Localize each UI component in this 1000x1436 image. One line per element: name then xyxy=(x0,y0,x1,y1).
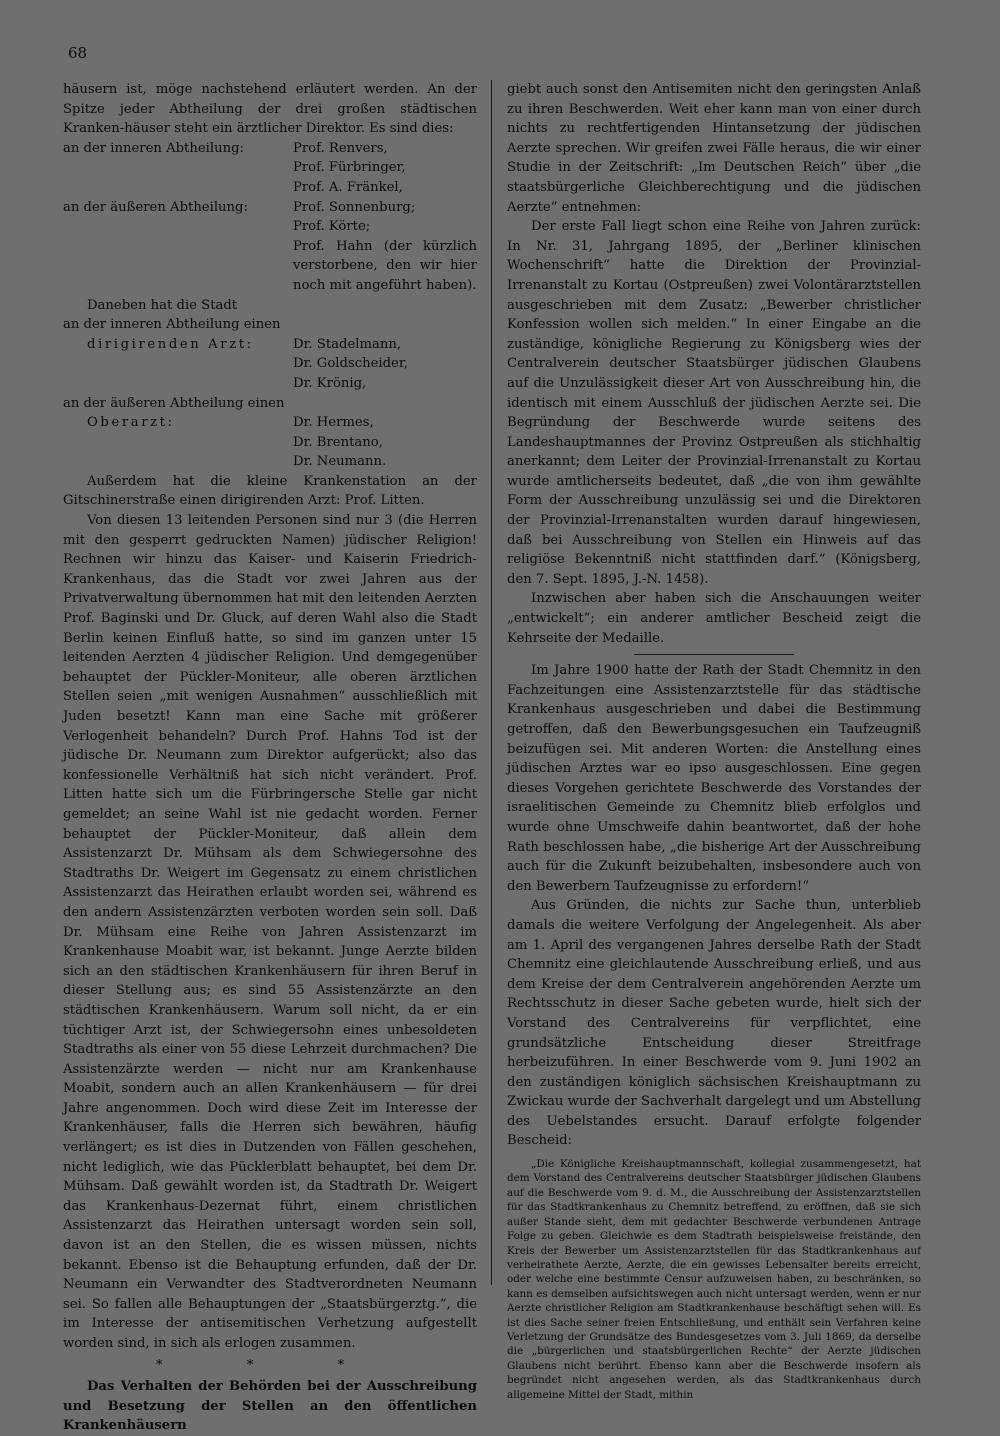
right-column xyxy=(507,80,921,1402)
director-name: Prof. Hahn (der kürzlich verstorbene, den wir hier noch mit angeführt haben). xyxy=(293,238,477,293)
outer-name-2: Dr. Brentano, xyxy=(293,434,383,450)
director-dept xyxy=(63,217,293,237)
official-decision-quote: „Die Königliche Kreishauptmannschaft, kollegial zusammengesetzt, hat dem Vorstand des Centralvereins deutscher Staatsbürger jüdischen Glaubens auf die Beschwerde vom 9. d. M., die Ausschreibung der Assistenzarztstellen für das Stadtkrankenhaus zu Chemnitz betreffend, zu eröffnen, daß sie sich außer Stande sieht, dem mit gedachter Beschwerde verbundenen Antrage Folge zu geben. Gleichwie es dem Stadtrath beispielsweise freistände, den Kreis der Bewerber um Assistenzarztstellen für das Stadtkrankenhaus auf verheirathete Aerzte, Aerzte, die ein gewisses Lebensalter bereits erreicht, oder welche eine bestimmte Censur aufzuweisen haben, zu beschränken, so kann es demselben aufsichtswegen auch nicht untersagt werden, wenn er nur Aerzte christlicher Religion am Stadtkrankenhause beschäftigt sehen will. Es ist dies Sache seiner freien Entschließung, und enthält sein Verfahren keine Verletzung der Grundsätze des Bundesgesetzes vom 3. Juli 1869, da derselbe die „bürgerlichen und staatsbürgerlichen Rechte“ der Aerzte jüdischen Glaubens nicht berührt. Ebenso kann aber die Beschwerde insofern als begründet nicht angesehen werden, als das Stadtkrankenhaus durch allgemeine Mittel der Stadt, mithin xyxy=(507,1158,921,1401)
inner-name-1: Dr. Stadelmann, xyxy=(293,336,402,352)
outer-role: Oberarzt: xyxy=(87,415,175,431)
inner-doctors-list xyxy=(63,315,477,393)
section-heading: Das Verhalten der Behörden bei der Ausschreibung und Besetzung der Stellen an den öffentlichen Krankenhäusern xyxy=(63,1379,477,1434)
outer-name-1: Dr. Hermes, xyxy=(293,415,374,431)
outer-name-3: Dr. Neumann. xyxy=(293,454,387,470)
director-name: Prof. Sonnenburg; xyxy=(293,199,416,215)
right-paragraph-5: Aus Gründen, die nichts zur Sache thun, unterblieb damals die weitere Verfolgung der Angelegenheit. Als aber am 1. April des vergangenen Jahres derselbe Rath der Stadt Chemnitz eine gleichlautende Ausschreibung erließ, und aus dem Kreise der dem Centralverein angehörenden Aerzte um Rechtsschutz in dieser Sache gebeten wurde, hielt sich der Vorstand des Centralvereins für verpflichtet, eine grundsätzliche Entscheidung dieser Streitfrage herbeizuführen. In einer Beschwerde vom 9. Juni 1902 an den zuständigen königlich sächsischen Kreishauptmann zu Zwickau wurde der Sachverhalt dargelegt und um Abstellung des Uebelstandes ersucht. Darauf erfolgte folgender Bescheid: xyxy=(507,898,921,1149)
intro-paragraph: häusern ist, möge nachstehend erläutert werden. An der Spitze jeder Abtheilung der drei großen städtischen Kranken-häuser steht ein ärztlicher Direktor. Es sind dies: xyxy=(63,82,477,137)
right-paragraph-2: Der erste Fall liegt schon eine Reihe von Jahren zurück: In Nr. 31, Jahrgang 1895, der „Berliner klinischen Wochenschrift“ hatte die Direktion der Provinzial-Irrenanstalt zu Kortau (Ostpreußen) zwei Volontärarztstellen ausgeschrieben mit dem Zusatz: „Bewerber christlicher Konfession wollen sich melden.“ In einer Eingabe an die zuständige, königliche Regierung zu Königsberg wies der Centralverein deutscher Staatsbürger jüdischen Glaubens auf die Unzulässigkeit dieser Art von Ausschreibung hin, die identisch mit einem Ausschluß der jüdischen Aerzte sei. Die Begründung der Beschwerde wurde seitens des Landeshauptmannes der Provinz Ostpreußen als stichhaltig anerkannt; dem Leiter der Provinzial-Irrenanstalt zu Kortau wurde amtlicherseits bedeutet, daß „die von ihm gewählte Form der Ausschreibung unzulässig sei und die Direktoren der Provinzial-Irrenanstalten wurden darauf hingewiesen, daß bei Ausschreibung von Stellen ein Hinweis auf das religiöse Bekenntniß nicht stattfinden darf.“ (Königsberg, den 7. Sept. 1895, J.-N. 1458). xyxy=(507,219,921,587)
section-stars: * * * xyxy=(155,1357,385,1373)
directors-list xyxy=(63,139,477,296)
daneben-line: Daneben hat die Stadt xyxy=(87,297,238,313)
right-paragraph-3: Inzwischen aber haben sich die Anschauungen weiter „entwickelt“; ein anderer amtlicher Bescheid zeigt die Kehrseite der Medaille. xyxy=(507,591,921,646)
left-column xyxy=(63,80,477,1436)
outer-doctors-list xyxy=(63,394,477,472)
director-name: Prof. Renvers, xyxy=(293,140,388,156)
right-paragraph-1: giebt auch sonst den Antisemiten nicht den geringsten Anlaß zu ihren Beschwerden. Weit eher kann man von einer durch nichts zu rechtfertigenden Hintansetzung der jüdischen Aerzte sprechen. Wir greifen zwei Fälle heraus, die wir einer Studie in der Zeitschrift: „Im Deutschen Reich“ über „die staatsbürgerliche Gleichberechtigung und die jüdischen Aerzte“ entnehmen: xyxy=(507,82,921,215)
director-dept xyxy=(63,158,293,178)
outer-head: an der äußeren Abtheilung einen xyxy=(63,395,285,411)
director-name: Prof. A. Fränkel, xyxy=(293,179,403,195)
right-paragraph-4: Im Jahre 1900 hatte der Rath der Stadt Chemnitz in den Fachzeitungen eine Assistenzarztstelle für das städtische Krankenhaus ausgeschrieben und dabei die Bestimmung getroffen, daß den Bewerbungsgesuchen ein Taufzeugniß beizufügen sei. Mit anderen Worten: die Anstellung eines jüdischen Arztes war eo ipso ausgeschlossen. Eine gegen dieses Vorgehen gerichtete Beschwerde des Vorstandes der israelitischen Gemeinde zu Chemnitz blieb erfolglos und wurde ohne Umschweife dahin beantwortet, daß der hohe Rath beschlossen habe, „die bisherige Art der Ausschreibung auch für die Zukunft beizubehalten, insbesondere auch von den Bewerbern Taufzeugnisse zu erfordern!“ xyxy=(507,663,921,894)
director-name: Prof. Fürbringer, xyxy=(293,160,406,176)
inner-name-3: Dr. Krönig, xyxy=(293,375,367,391)
inner-role: dirigirenden Arzt: xyxy=(87,336,254,352)
director-dept xyxy=(63,178,293,198)
main-paragraph-left: Von diesen 13 leitenden Personen sind nur 3 (die Herren mit den gesperrt gedruckten Namen) jüdischer Religion! Rechnen wir hinzu das Kaiser- und Kaiserin Friedrich-Krankenhaus, das die Stadt vor zwei Jahren aus der Privatverwaltung übernommen hat mit den leitenden Aerzten Prof. Baginski und Dr. Gluck, auf deren Wahl also die Stadt Berlin keinen Einfluß hatte, so sind im ganzen unter 15 leitenden Aerzten 4 jüdischer Religion. Und demgegenüber behauptet der Pückler-Moniteur, alle oberen ärztlichen Stellen seien „mit wenigen Ausnahmen“ ausschließlich mit Juden besetzt! Kann man eine Sache mit größerer Verlogenheit behandeln? Durch Prof. Hahns Tod ist der jüdische Dr. Neumann zum Direktor aufgerückt; also das konfessionelle Verhältniß hat sich nicht verändert. Prof. Litten hatte sich um die Fürbringersche Stelle gar nicht gemeldet; an seine Wahl ist nie gedacht worden. Ferner behauptet der Pückler-Moniteur, daß allein dem Assistenzarzt Dr. Mühsam als dem Schwiegersohne des Stadtraths Dr. Weigert im Gegensatz zu einem christlichen Assistenzarzt das Heirathen erlaubt worden sei, während es den andern Assistenzärzten verboten worden sein soll. Daß Dr. Mühsam eine Reihe von Jahren Assistenzarzt im Krankenhause Moabit war, ist bekannt. Junge Aerzte bilden sich an den städtischen Krankenhäusern für ihren Beruf in dieser Stellung aus; es sind 55 Assistenzärzte an den städtischen Krankenhäusern. Warum soll nicht, da er ein tüchtiger Arzt ist, der Schwiegersohn eines unbesoldeten Stadtraths als einer von 55 diese Lehrzeit durchmachen? Die Assistenzärzte werden — nicht nur am Krankenhause Moabit, sondern auch an allen Krankenhäusern — für drei Jahre angenommen. Doch wird diese Zeit im Interesse der Krankenhäuser, falls die Herren sich bewähren, häufig verlängert; es ist dies in Dutzenden von Fällen geschehen, nicht lediglich, wie das Pücklerblatt behauptet, bei dem Dr. Mühsam. Daß gewählt worden ist, da Stadtrath Dr. Weigert das Krankenhaus-Dezernat führt, einem christlichen Assistenzarzt das Heirathen untersagt worden sein soll, davon ist an den Stellen, die es wissen müssen, nichts bekannt. Ebenso ist die Behauptung erfunden, daß der Dr. Neumann ein Verwandter des Stadtverordneten Neumann sei. So fallen alle Behauptungen der „Staatsbürgerztg.“, die im Interesse der antisemitischen Verhetzung aufgestellt worden sind, in sich als erlogen zusammen. xyxy=(63,513,477,1351)
litten-paragraph: Außerdem hat die kleine Krankenstation an der Gitschinerstraße einen dirigirenden Arzt: Prof. Litten. xyxy=(63,473,477,509)
separator-rule xyxy=(634,654,794,655)
director-dept: an der äußeren Abtheilung: xyxy=(63,199,248,215)
page-number: 68 xyxy=(68,44,88,62)
inner-name-2: Dr. Goldscheider, xyxy=(293,356,408,372)
director-dept: an der inneren Abtheilung: xyxy=(63,140,244,156)
column-divider xyxy=(491,80,492,1285)
director-dept xyxy=(63,237,293,296)
inner-head: an der inneren Abtheilung einen xyxy=(63,317,281,333)
director-name: Prof. Körte; xyxy=(293,219,371,235)
